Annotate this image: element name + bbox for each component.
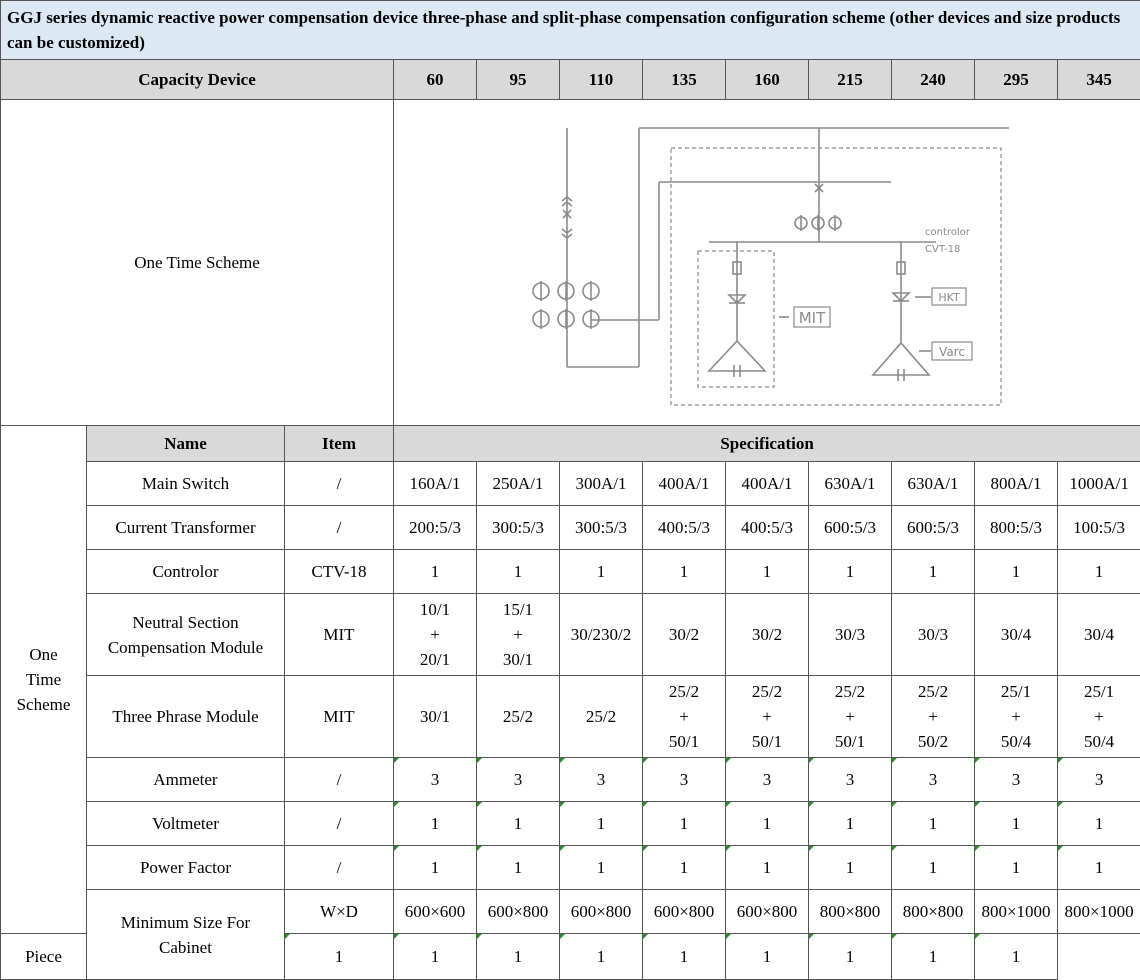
spec-line: 50/4 [1083,732,1115,751]
spec-cell: 400A/1 [726,462,809,506]
spec-line: 25/2 [668,682,700,701]
row-item: / [285,506,394,550]
spec-cell: 1 [1058,846,1140,890]
spec-cell: 1 [726,934,809,980]
main-feeder [709,128,936,242]
spec-cell: 3 [477,758,560,802]
row-name: Voltmeter [87,802,285,846]
capacity-header: 345 [1058,60,1140,100]
spec-cell: 3 [892,758,975,802]
spec-cell: 200:5/3 [394,506,477,550]
spec-line: + [928,707,938,726]
spec-cell: 300:5/3 [477,506,560,550]
spec-cell: 30/1 [394,676,477,758]
row-item: MIT [285,594,394,676]
row-name: Power Factor [87,846,285,890]
spec-cell: 1 [1058,550,1140,594]
wiring-diagram [394,100,1140,425]
diagram-row [1,100,1140,426]
spec-cell: 1 [726,802,809,846]
spec-cell: 1 [975,550,1058,594]
spec-cell: 3 [975,758,1058,802]
spec-cell: 800×800 [892,890,975,934]
side-label-line: One [29,645,58,664]
varc-label: Varc [939,345,965,359]
spec-cell [809,676,892,758]
spec-line: + [430,625,440,644]
spec-cell: 1 [892,846,975,890]
spec-cell: 100:5/3 [1058,506,1140,550]
spec-cell: 1 [643,802,726,846]
spec-line: 30/1 [502,650,534,669]
spec-cell: 1 [394,934,477,980]
spec-cell: 30/4 [975,594,1058,676]
spec-cell: 600×800 [477,890,560,934]
spec-line: + [762,707,772,726]
spec-line: 25/2 [834,682,866,701]
row-item: / [285,462,394,506]
spec-line: 25/1 [1000,682,1032,701]
spec-cell: 800×1000 [975,890,1058,934]
row-name-line: Compensation Module [107,637,264,657]
spec-cell: 30/3 [892,594,975,676]
spec-line: 50/1 [751,732,783,751]
spec-cell: 1 [560,934,643,980]
spec-cell: 1 [394,802,477,846]
spec-cell: 1 [892,802,975,846]
spec-cell: 600:5/3 [892,506,975,550]
spec-cell: 1 [477,934,560,980]
controller-label: controlor [925,227,970,238]
mit-label-box [794,307,830,327]
spec-cell: 630A/1 [892,462,975,506]
row-item: W×D [285,890,394,934]
spec-line: 50/4 [1000,732,1032,751]
varc-label-box [932,342,972,360]
capacity-header: 215 [809,60,892,100]
spec-cell: 800×800 [809,890,892,934]
capacity-header: 295 [975,60,1058,100]
capacity-header-row [1,60,1140,100]
specification-column-header: Specification [394,426,1140,462]
capacity-header: 110 [560,60,643,100]
spec-line: 20/1 [419,650,451,669]
hkt-label-box [932,288,966,305]
table-row [1,550,1140,594]
spec-cell: 1 [643,934,726,980]
spec-line: 15/1 [502,600,534,619]
spec-cell: 1 [560,550,643,594]
spec-cell: 800×1000 [1058,890,1140,934]
spec-cell: 1 [394,550,477,594]
capacity-header: 160 [726,60,809,100]
row-item: / [285,802,394,846]
table-row [1,890,1140,934]
capacity-header: 240 [892,60,975,100]
name-column-header: Name [87,426,285,462]
spec-cell [1058,676,1140,758]
table-row [1,594,1140,676]
spec-cell: 3 [1058,758,1140,802]
spec-cell: 1 [285,934,394,980]
row-name: Controlor [87,550,285,594]
wiring-diagram-cell [394,100,1140,426]
spec-cell: 600×800 [560,890,643,934]
mit-label: MIT [798,309,826,327]
spec-cell: 1 [809,934,892,980]
spec-line: 25/2 [917,682,949,701]
spec-cell: 1 [809,846,892,890]
spec-cell: 400A/1 [643,462,726,506]
spec-line: 50/1 [834,732,866,751]
spec-cell: 600×800 [643,890,726,934]
spec-cell: 1 [643,846,726,890]
current-transformer-icon [533,281,599,329]
spec-cell: 250A/1 [477,462,560,506]
spec-cell: 1 [560,802,643,846]
row-name-line: Neutral Section [132,612,239,632]
spec-cell: 3 [809,758,892,802]
spec-cell: 30/230/2 [560,594,643,676]
spec-cell [726,676,809,758]
spec-cell: 3 [560,758,643,802]
spec-cell: 400:5/3 [643,506,726,550]
spec-cell: 1000A/1 [1058,462,1140,506]
spec-cell: 3 [726,758,809,802]
hkt-label: HKT [938,291,960,304]
capacity-header: 135 [643,60,726,100]
row-name: Three Phrase Module [87,676,285,758]
table-row [1,462,1140,506]
spec-cell: 1 [975,802,1058,846]
spec-cell [892,676,975,758]
spec-cell: 600×600 [394,890,477,934]
spec-cell [394,594,477,676]
table-row [1,802,1140,846]
table-title: GGJ series dynamic reactive power compensation device three-phase and split-phase compensation configuration scheme (other devices and size products can be customized) [1,1,1140,60]
spec-line: + [679,707,689,726]
side-label-line: Scheme [16,695,71,714]
spec-cell: 1 [726,846,809,890]
row-item: / [285,758,394,802]
spec-cell: 1 [809,550,892,594]
spec-cell: 30/3 [809,594,892,676]
spec-cell [477,594,560,676]
row-name [87,594,285,676]
spec-cell: 30/4 [1058,594,1140,676]
spec-cell: 25/2 [477,676,560,758]
spec-cell: 300A/1 [560,462,643,506]
spec-cell: 600:5/3 [809,506,892,550]
sub-header-row [1,426,1140,462]
spec-cell: 3 [643,758,726,802]
spec-cell: 30/2 [643,594,726,676]
table-row [1,676,1140,758]
spec-line: + [845,707,855,726]
spec-cell: 1 [892,934,975,980]
spec-cell: 1 [975,934,1058,980]
spec-cell: 160A/1 [394,462,477,506]
table-row [1,846,1140,890]
cabinet-outline [671,148,1001,405]
spec-cell: 30/2 [726,594,809,676]
table-row [1,506,1140,550]
side-label-line: Time [25,670,62,689]
spec-line: 50/1 [668,732,700,751]
row-item: CTV-18 [285,550,394,594]
row-item: Piece [1,934,87,980]
spec-cell: 1 [726,550,809,594]
spec-cell: 1 [394,846,477,890]
row-name [87,890,285,980]
table-row [1,758,1140,802]
capacity-header: 95 [477,60,560,100]
spec-cell: 1 [892,550,975,594]
spec-cell [975,676,1058,758]
spec-cell: 1 [809,802,892,846]
capacity-header: 60 [394,60,477,100]
spec-cell: 600×800 [726,890,809,934]
spec-cell: 400:5/3 [726,506,809,550]
spec-line: 25/2 [751,682,783,701]
spec-line: 25/1 [1083,682,1115,701]
row-name: Current Transformer [87,506,285,550]
spec-cell: 3 [394,758,477,802]
spec-cell: 800:5/3 [975,506,1058,550]
spec-line: + [1011,707,1021,726]
spec-cell: 1 [477,550,560,594]
spec-cell: 25/2 [560,676,643,758]
row-item: / [285,846,394,890]
spec-cell: 1 [477,846,560,890]
row-name: Ammeter [87,758,285,802]
one-time-scheme-side-label [1,426,87,934]
controller-model-label: CVT-18 [925,244,961,255]
spec-cell: 1 [560,846,643,890]
row-name-line: Cabinet [159,937,212,957]
spec-cell: 800A/1 [975,462,1058,506]
spec-cell: 630A/1 [809,462,892,506]
spec-cell: 1 [477,802,560,846]
spec-cell: 1 [643,550,726,594]
spec-cell: 1 [975,846,1058,890]
hkt-branch [873,242,931,381]
row-item: MIT [285,676,394,758]
mit-branch [709,242,789,377]
spec-cell: 300:5/3 [560,506,643,550]
spec-line: + [1094,707,1104,726]
spec-line: + [513,625,523,644]
spec-line: 50/2 [917,732,949,751]
row-name-line: Minimum Size For [120,912,251,932]
spec-cell: 1 [1058,802,1140,846]
spec-cell [643,676,726,758]
item-column-header: Item [285,426,394,462]
one-time-scheme-label: One Time Scheme [1,100,394,426]
capacity-device-label: Capacity Device [1,60,394,100]
spec-line: 10/1 [419,600,451,619]
row-name: Main Switch [87,462,285,506]
